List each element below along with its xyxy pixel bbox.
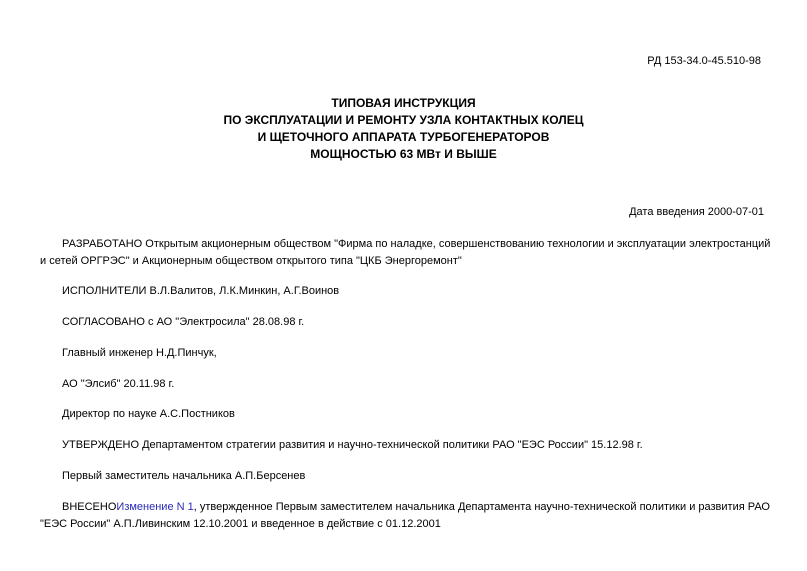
title-line-1: ТИПОВАЯ ИНСТРУКЦИЯ xyxy=(331,96,476,110)
intro-date: Дата введения 2000-07-01 xyxy=(629,206,764,218)
title-line-4: МОЩНОСТЬЮ 63 МВт И ВЫШЕ xyxy=(310,147,497,161)
title-line-2: ПО ЭКСПЛУАТАЦИИ И РЕМОНТУ УЗЛА КОНТАКТНЫХ КОЛЕЦ xyxy=(223,113,584,127)
paragraph-first-deputy: Первый заместитель начальника А.П.Берсенев xyxy=(62,470,306,482)
introduced-label: ВНЕСЕНО xyxy=(62,501,117,513)
introduced-text: , утвержденное Первым заместителем начальника Департамента научно-технической политики и развития РАО "ЕЭС России" А.П.Ливинским 12.10.2001 и введенное в действие с 01.12.2001 xyxy=(40,501,770,530)
paragraph-agreed: СОГЛАСОВАНО с АО "Электросила" 28.08.98 г. xyxy=(62,316,305,328)
paragraph-science-director: Директор по науке А.С.Постников xyxy=(62,408,235,420)
title-line-3: И ЩЕТОЧНОГО АППАРАТА ТУРБОГЕНЕРАТОРОВ xyxy=(257,130,550,144)
paragraph-approved: УТВЕРЖДЕНО Департаментом стратегии развития и научно-технической политики РАО "ЕЭС России" 15.12.98 г. xyxy=(62,439,643,451)
paragraph-introduced xyxy=(40,499,775,533)
document-title xyxy=(0,95,807,163)
amendment-link[interactable]: Изменение N 1 xyxy=(116,501,194,513)
paragraph-developed: РАЗРАБОТАНО Открытым акционерным обществом "Фирма по наладке, совершенствованию технологии и эксплуатации электростанций и сетей ОРГРЭС" и Акционерным обществом открытого типа "ЦКБ Энергоремонт" xyxy=(40,238,771,267)
paragraph-performers: ИСПОЛНИТЕЛИ В.Л.Валитов, Л.К.Минкин, А.Г.Воинов xyxy=(62,285,340,297)
paragraph-elsib: АО "Элсиб" 20.11.98 г. xyxy=(62,378,175,390)
document-number: РД 153-34.0-45.510-98 xyxy=(647,55,761,67)
paragraph-chief-engineer: Главный инженер Н.Д.Пинчук, xyxy=(62,347,217,359)
